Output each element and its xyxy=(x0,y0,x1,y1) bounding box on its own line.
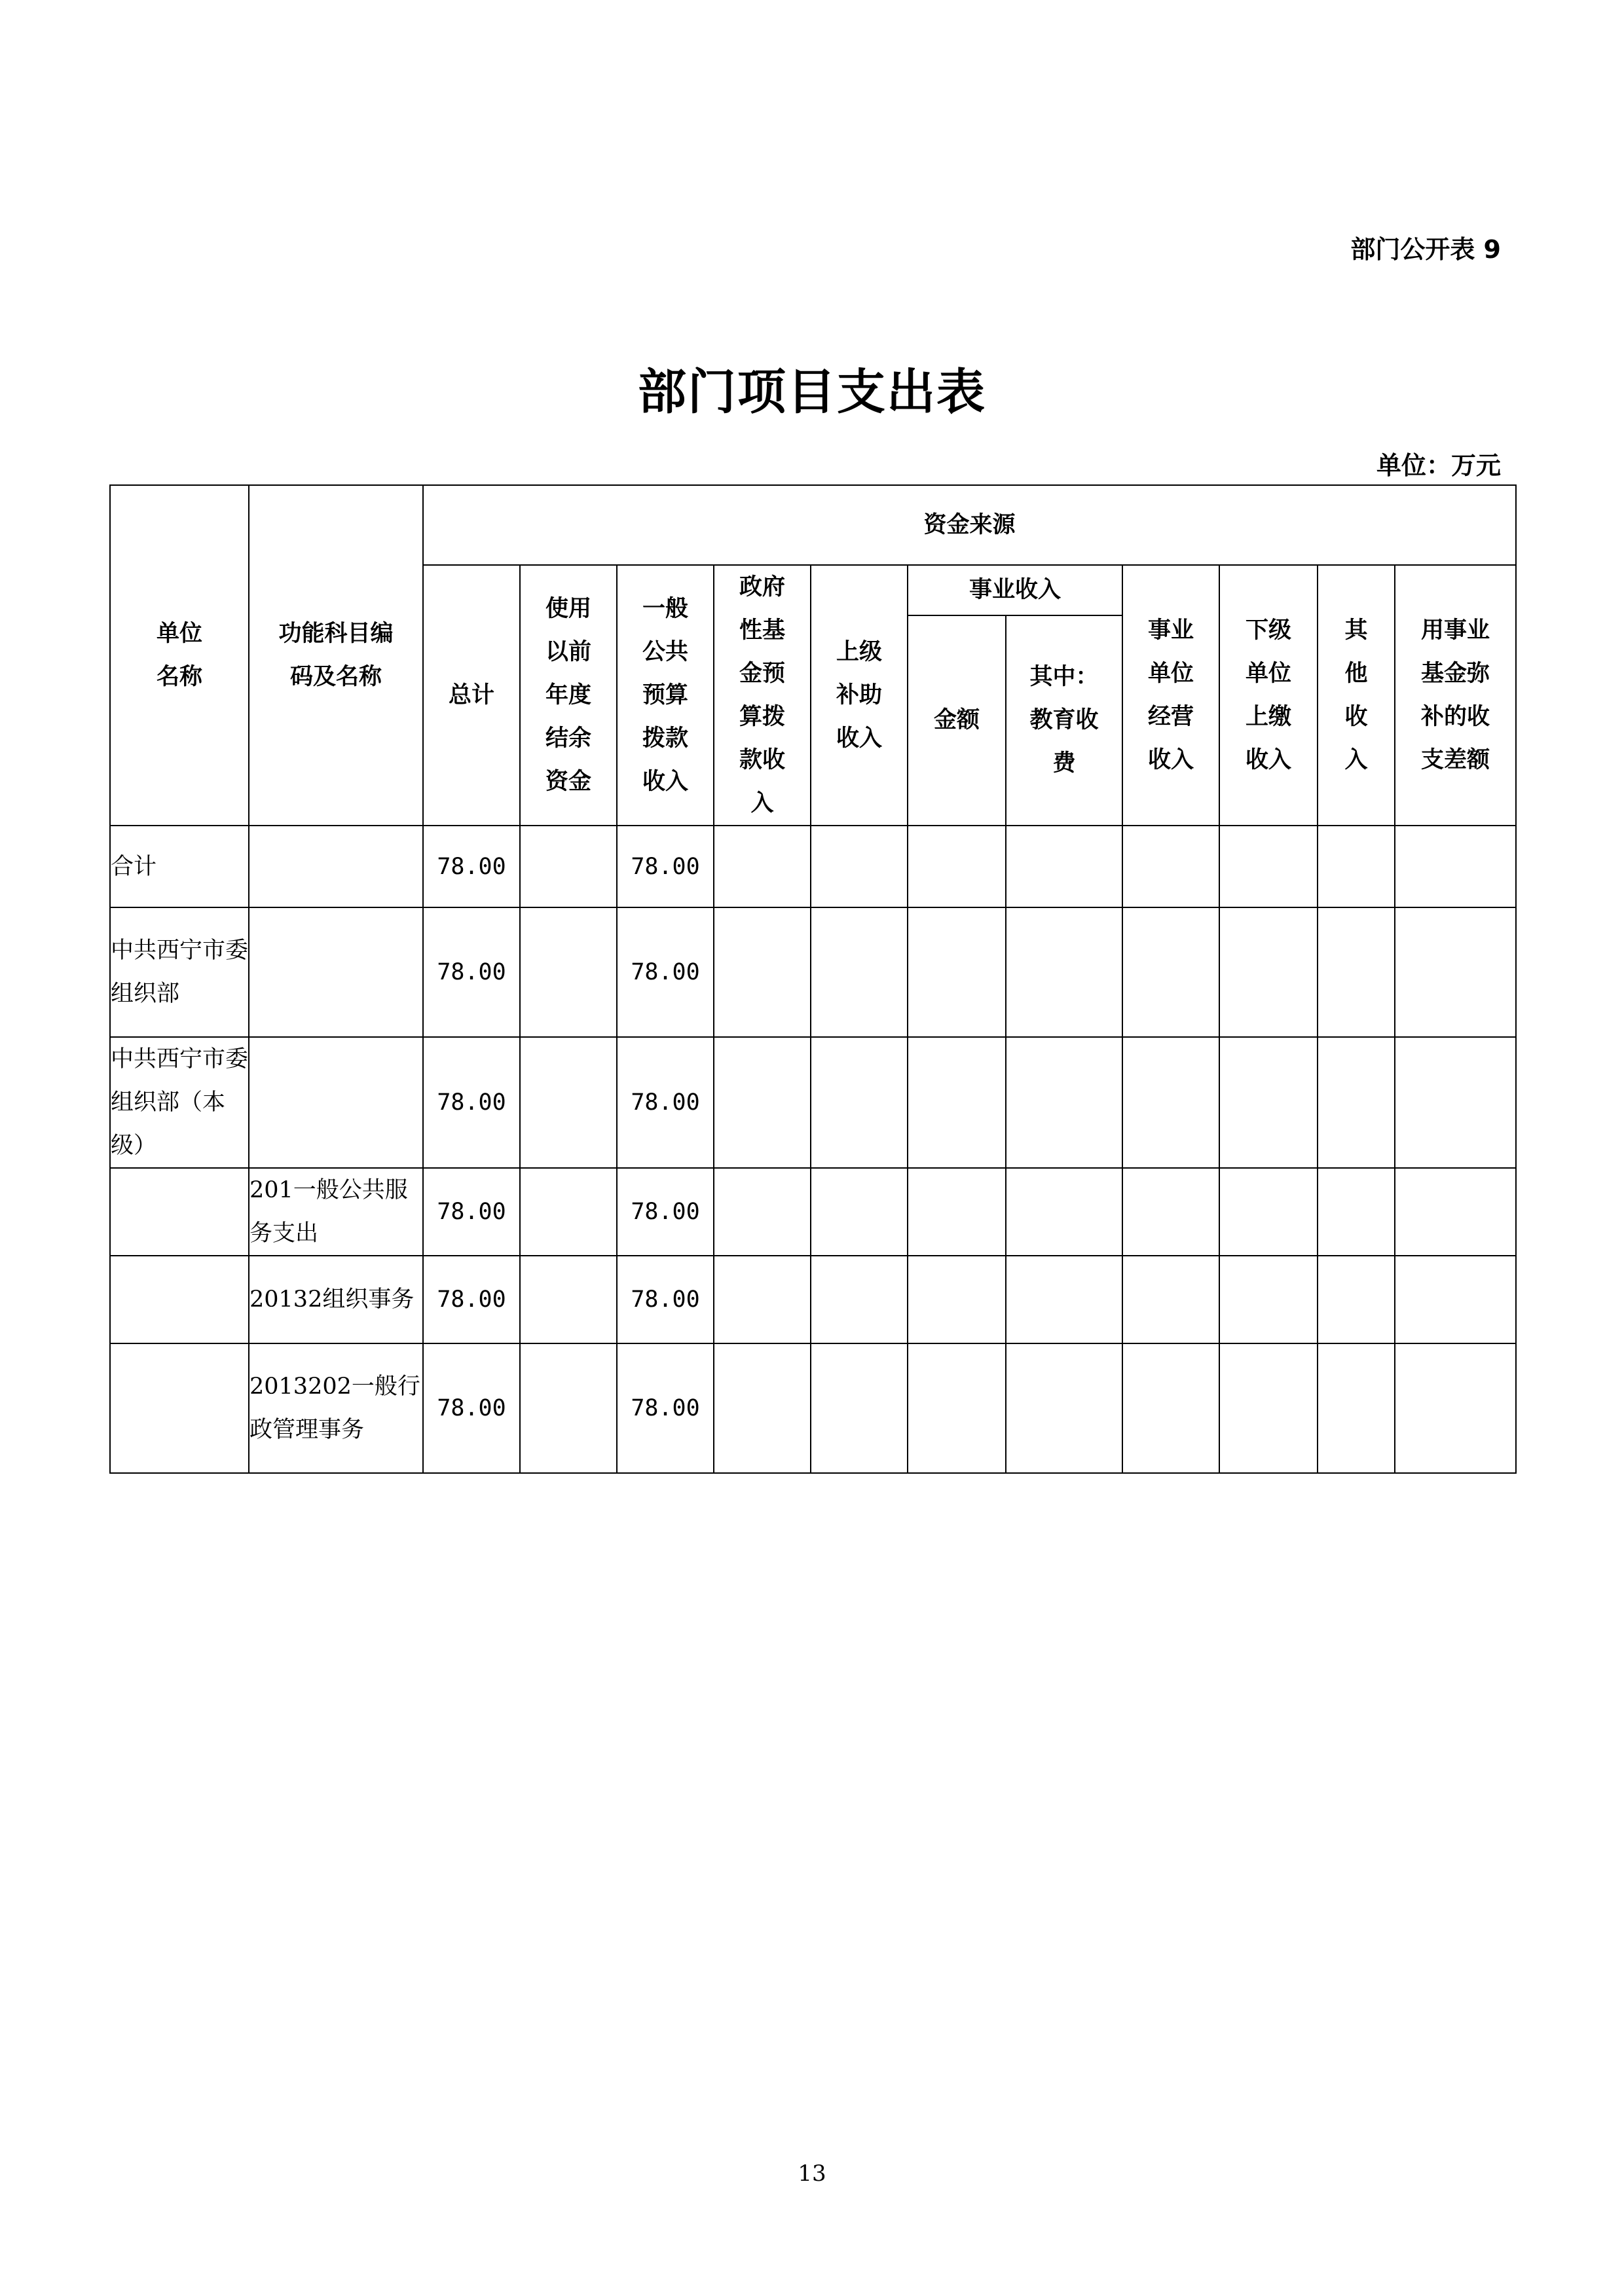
row-unit-name xyxy=(110,1343,249,1473)
table-row xyxy=(110,1256,1516,1343)
header-business-income: 事业收入 xyxy=(908,565,1122,615)
row-unit-name: 中共西宁市委组织部 xyxy=(110,907,249,1037)
row-general-budget: 78.00 xyxy=(617,1343,714,1473)
table-row xyxy=(110,1168,1516,1256)
header-funding-source: 资金来源 xyxy=(423,485,1516,565)
row-total: 78.00 xyxy=(423,1256,520,1343)
page-title: 部门项目支出表 xyxy=(638,364,986,420)
header-unit-name: 单位名称 xyxy=(110,485,249,826)
row-general-budget: 78.00 xyxy=(617,1168,714,1256)
table-row xyxy=(110,1343,1516,1473)
header-total: 总计 xyxy=(423,565,520,826)
header-other-income: 其他收入 xyxy=(1318,565,1395,826)
header-business-amount: 金额 xyxy=(908,615,1006,826)
row-function-code xyxy=(249,1037,423,1168)
header-gov-fund-budget: 政府性基金预算拨款收入 xyxy=(714,565,811,826)
row-unit-name xyxy=(110,1168,249,1256)
row-total: 78.00 xyxy=(423,1168,520,1256)
row-function-code xyxy=(249,826,423,907)
row-general-budget: 78.00 xyxy=(617,826,714,907)
table-row xyxy=(110,1037,1516,1168)
row-total: 78.00 xyxy=(423,826,520,907)
row-unit-name: 合计 xyxy=(110,826,249,907)
row-total: 78.00 xyxy=(423,907,520,1037)
row-total: 78.00 xyxy=(423,1037,520,1168)
row-general-budget: 78.00 xyxy=(617,907,714,1037)
row-general-budget: 78.00 xyxy=(617,1037,714,1168)
header-business-education: 其中：教育收费 xyxy=(1006,615,1122,826)
row-function-code: 20132组织事务 xyxy=(249,1256,423,1343)
row-function-code: 201一般公共服务支出 xyxy=(249,1168,423,1256)
row-function-code: 2013202一般行政管理事务 xyxy=(249,1343,423,1473)
row-total: 78.00 xyxy=(423,1343,520,1473)
header-superior-subsidy: 上级补助收入 xyxy=(811,565,908,826)
header-fund-balance-offset: 用事业基金弥补的收支差额 xyxy=(1395,565,1516,826)
row-unit-name: 中共西宁市委组织部（本级） xyxy=(110,1037,249,1168)
unit-label: 单位：万元 xyxy=(1376,451,1501,480)
header-general-budget: 一般公共预算拨款收入 xyxy=(617,565,714,826)
row-function-code xyxy=(249,907,423,1037)
project-expenditure-table xyxy=(109,484,1517,1474)
header-function-code: 功能科目编码及名称 xyxy=(249,485,423,826)
header-prior-year-balance: 使用以前年度结余资金 xyxy=(520,565,617,826)
row-general-budget: 78.00 xyxy=(617,1256,714,1343)
table-row xyxy=(110,907,1516,1037)
row-unit-name xyxy=(110,1256,249,1343)
table-row xyxy=(110,826,1516,907)
table-id-label: 部门公开表 9 xyxy=(1350,235,1501,264)
page-number: 13 xyxy=(798,2160,826,2187)
header-subordinate-payment: 下级单位上缴收入 xyxy=(1219,565,1318,826)
header-business-operations: 事业单位经营收入 xyxy=(1122,565,1219,826)
